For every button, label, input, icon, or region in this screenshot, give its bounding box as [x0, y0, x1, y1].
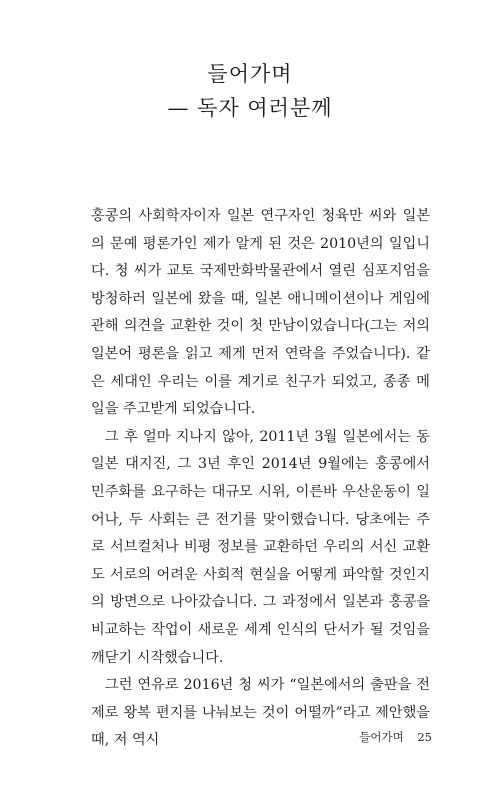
- chapter-subtitle: — 독자 여러분께: [167, 96, 333, 120]
- paragraph: 홍콩의 사회학자이자 일본 연구자인 청육만 씨와 일본의 문예 평론가인 제가 알게 된 것은 2010년의 일입니다. 청 씨가 교토 국제만화박물관에서 열린 심포지엄을 방청하러 일본에 왔을 때, 일본 애니메이션이나 게임에 관해 의견을 교환한 것이 첫 만남이었습니다(그는 저의 일본어 평론을 읽고 제게 먼저 연락을 주었습니다). 같은 세대인 우리는 이를 계기로 친구가 되었고, 종종 메일을 주고받게 되었습니다.: [91, 208, 430, 418]
- page-footer: [359, 729, 432, 745]
- page-number: 25: [417, 730, 432, 744]
- paragraph: 그 후 얼마 지나지 않아, 2011년 3월 일본에서는 동일본 대지진, 그 3년 후인 2014년 9월에는 홍콩에서 민주화를 요구하는 대규모 시위, 이른바 우산운동이 일어나, 두 사회는 큰 전기를 맞이했습니다. 당초에는 주로 서브컬처나 비평 정보를 교환하던 우리의 서신 교환도 서로의 어려운 사회적 현실을 어떻게 파악할 것인지의 방면으로 나아갔습니다. 그 과정에서 일본과 홍콩을 비교하는 작업이 새로운 세계 인식의 단서가 될 것임을 깨닫기 시작했습니다.: [91, 428, 430, 666]
- body-text: [91, 203, 430, 755]
- running-head: 들어가며: [359, 730, 404, 744]
- chapter-title: 들어가며: [207, 62, 293, 86]
- paragraph: 그런 연유로 2016년 청 씨가 “일본에서의 출판을 전제로 왕복 편지를 나눠보는 것이 어떨까”라고 제안했을 때, 저 역시: [91, 677, 430, 749]
